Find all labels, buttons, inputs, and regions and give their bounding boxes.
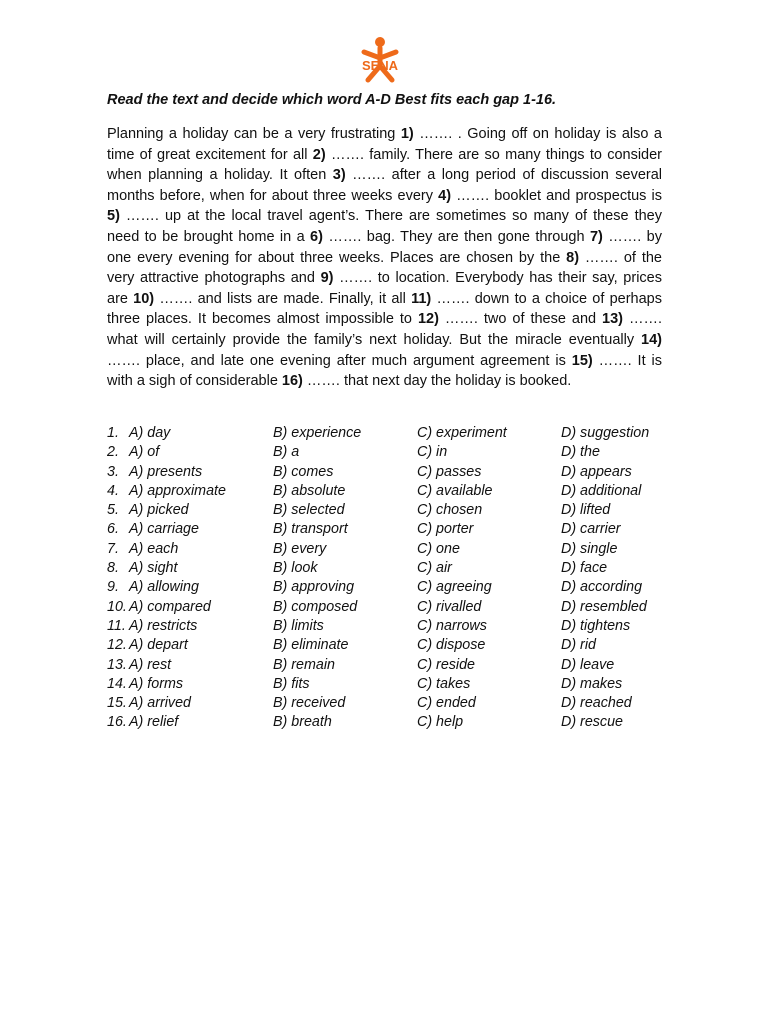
passage-segment: ……. place, and late one evening after much argument agreement is	[107, 352, 572, 369]
option-a: A) presents	[129, 463, 203, 480]
gap-number: 10)	[133, 290, 155, 307]
passage-segment: ……. family. There are so many things to consider when planning a holiday. It often	[107, 146, 663, 184]
option-a: A) depart	[129, 637, 188, 654]
option-d: D) lifted	[561, 502, 611, 519]
option-d: D) resembled	[561, 598, 647, 615]
passage-segment: ……. up at the local travel agent’s. There are sometimes so many of these they need to be brought home in a	[107, 208, 662, 245]
sena-logo	[346, 36, 414, 100]
passage-segment: ……. after a long period of discussion several months before, when for about three weeks every	[107, 167, 662, 204]
option-row	[107, 463, 687, 482]
option-row	[107, 656, 687, 675]
option-b: B) transport	[273, 521, 348, 538]
question-number: 16.	[107, 714, 127, 731]
option-c: C) narrows	[417, 617, 487, 634]
option-b: B) eliminate	[273, 637, 349, 654]
option-c: C) agreeing	[417, 579, 492, 596]
gap-number: 9)	[320, 270, 334, 287]
option-d: D) leave	[561, 656, 615, 673]
option-c: C) available	[417, 482, 493, 499]
option-c: C) rivalled	[417, 598, 482, 615]
option-b: B) look	[273, 560, 318, 577]
option-d: D) the	[561, 444, 600, 461]
option-d: D) according	[561, 579, 643, 596]
option-a: A) relief	[129, 714, 179, 731]
option-b: B) composed	[273, 598, 358, 615]
passage-segment: ……. that next day the holiday is booked.	[302, 373, 572, 390]
option-row	[107, 559, 687, 578]
option-c: C) in	[417, 444, 448, 461]
option-a: A) arrived	[129, 695, 191, 712]
option-row	[107, 424, 687, 443]
option-a: A) forms	[129, 675, 184, 692]
option-b: B) every	[273, 540, 327, 557]
instructions: Read the text and decide which word A-D Best fits each gap 1-16.	[107, 92, 557, 108]
option-c: C) one	[417, 540, 460, 557]
question-number: 6.	[107, 521, 119, 538]
gap-number: 3)	[332, 167, 346, 184]
question-number: 5.	[107, 502, 119, 519]
question-number: 4.	[107, 482, 119, 499]
gap-number: 11)	[411, 290, 432, 307]
question-number: 15.	[107, 695, 127, 712]
option-row	[107, 617, 687, 636]
option-row	[107, 501, 687, 520]
question-number: 12.	[107, 637, 127, 654]
gap-number: 6)	[310, 228, 323, 245]
option-c: C) reside	[417, 656, 475, 673]
option-c: C) air	[417, 560, 452, 577]
option-c: C) dispose	[417, 637, 486, 654]
option-b: B) approving	[273, 579, 355, 596]
gap-number: 13)	[602, 311, 624, 328]
option-a: A) of	[129, 444, 160, 461]
passage-segment: ……. and lists are made. Finally, it all	[154, 290, 412, 307]
question-number: 9.	[107, 579, 119, 596]
gap-number: 7)	[589, 228, 603, 245]
question-number: 7.	[107, 540, 119, 557]
option-b: B) absolute	[273, 482, 346, 499]
passage-segment: ……. It is with a sigh of considerable	[107, 352, 662, 390]
option-row	[107, 694, 687, 713]
gap-number: 12)	[417, 311, 439, 328]
passage-segment: ……. down to a choice of perhaps three places. It becomes almost impossible to	[107, 290, 662, 328]
option-c: C) experiment	[417, 425, 507, 441]
passage-segment: ……. . Going off on holiday is also a time of great excitement for all	[107, 126, 662, 163]
gap-number: 8)	[566, 249, 580, 266]
question-number: 8.	[107, 560, 119, 577]
option-d: D) rid	[561, 637, 596, 654]
option-a: A) compared	[129, 598, 211, 615]
option-a: A) approximate	[129, 482, 226, 499]
question-number: 3.	[107, 463, 119, 480]
option-b: B) received	[273, 695, 346, 712]
passage-segment: ……. to location. Everybody has their say, prices are	[107, 270, 662, 307]
option-b: B) breath	[273, 714, 332, 731]
option-d: D) carrier	[561, 521, 621, 538]
option-row	[107, 636, 687, 655]
option-a: A) picked	[129, 502, 189, 519]
option-b: B) remain	[273, 656, 335, 673]
option-a: A) sight	[129, 560, 178, 577]
question-number: 11.	[107, 617, 126, 634]
option-d: D) reached	[561, 695, 632, 712]
gap-number: 2)	[312, 146, 326, 163]
option-row	[107, 713, 687, 732]
option-c: C) help	[417, 714, 464, 731]
gap-number: 5)	[107, 208, 120, 225]
passage-segment: ……. booklet and prospectus is	[451, 187, 662, 204]
option-c: C) chosen	[417, 502, 483, 519]
passage-segment: ……. by one every evening for about three weeks. Places are chosen by the	[107, 228, 662, 266]
option-d: D) rescue	[561, 714, 623, 731]
passage-segment: ……. of the very attractive photographs and	[107, 249, 662, 287]
option-a: A) carriage	[129, 521, 199, 538]
option-row	[107, 540, 687, 559]
option-d: D) face	[561, 560, 608, 577]
passage-segment: ……. what will certainly provide the family’s next holiday. But the miracle eventually	[107, 311, 663, 348]
option-a: A) rest	[129, 656, 172, 673]
gap-number: 1)	[400, 126, 414, 142]
option-a: A) day	[129, 425, 171, 441]
option-b: B) selected	[273, 502, 345, 519]
gap-number: 14)	[641, 331, 662, 348]
question-number: 13.	[107, 656, 127, 673]
option-a: A) restricts	[129, 617, 198, 634]
option-c: C) takes	[417, 675, 471, 692]
gap-number: 16)	[281, 373, 303, 390]
option-row	[107, 443, 687, 462]
option-d: D) makes	[561, 675, 623, 692]
sena-logo-icon	[346, 36, 414, 100]
option-c: C) passes	[417, 463, 482, 480]
option-d: D) tightens	[561, 617, 631, 634]
option-a: A) allowing	[129, 579, 199, 596]
option-row	[107, 675, 687, 694]
option-b: B) limits	[273, 617, 324, 634]
answer-options-list	[107, 424, 687, 733]
option-d: D) appears	[561, 463, 632, 480]
question-number: 14.	[107, 675, 127, 692]
passage-segment: ……. bag. They are then gone through	[322, 228, 590, 245]
option-d: D) additional	[561, 482, 642, 499]
passage-segment: ……. two of these and	[438, 311, 603, 328]
option-b: B) a	[273, 444, 300, 461]
option-b: B) experience	[273, 425, 362, 441]
option-b: B) fits	[273, 675, 310, 692]
option-row	[107, 520, 687, 539]
option-c: C) porter	[417, 521, 474, 538]
option-c: C) ended	[417, 695, 476, 712]
option-row	[107, 482, 687, 501]
question-number: 1.	[107, 425, 119, 441]
gap-number: 15)	[571, 352, 593, 369]
option-row	[107, 598, 687, 617]
option-d: D) suggestion	[561, 425, 650, 441]
passage-text	[107, 124, 662, 392]
passage-segment: Planning a holiday can be a very frustrating	[107, 126, 401, 142]
logo-text: SENA	[361, 58, 399, 73]
option-row	[107, 578, 687, 597]
question-number: 10.	[107, 598, 127, 615]
question-number: 2.	[107, 444, 119, 461]
gap-number: 4)	[438, 187, 452, 204]
option-d: D) single	[561, 540, 618, 557]
option-a: A) each	[129, 540, 179, 557]
option-b: B) comes	[273, 463, 334, 480]
